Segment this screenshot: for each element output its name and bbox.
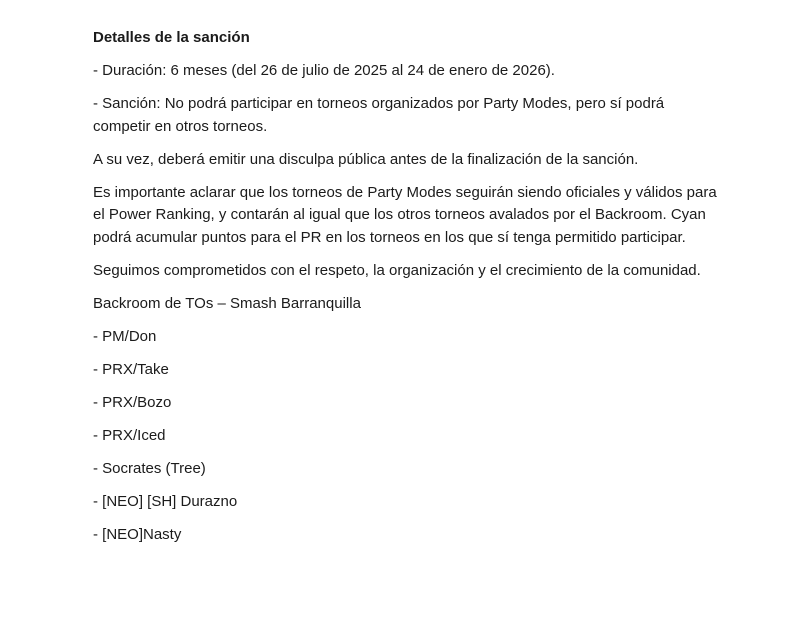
member-item: - PRX/Take bbox=[93, 360, 169, 378]
member-item: - [NEO]Nasty bbox=[93, 525, 182, 543]
clarification-paragraph: Es importante aclarar que los torneos de Party Modes seguirán siendo oficiales y válidos para el Power Ranking, y contarán al igual que los otros torneos avalados por el Backroom. Cyan podrá acumular puntos para el PR en los torneos en los que sí tenga permitido participar. bbox=[93, 183, 717, 246]
commitment-paragraph: Seguimos comprometidos con el respeto, la organización y el crecimiento de la comunidad. bbox=[93, 261, 701, 279]
member-item: - PRX/Bozo bbox=[93, 393, 172, 411]
member-item: - PM/Don bbox=[93, 327, 157, 345]
member-item: - [NEO] [SH] Durazno bbox=[93, 492, 238, 510]
duration-line: - Duración: 6 meses (del 26 de julio de 2025 al 24 de enero de 2026). bbox=[93, 62, 555, 79]
apology-paragraph: A su vez, deberá emitir una disculpa pública antes de la finalización de la sanción. bbox=[93, 150, 639, 168]
document-body bbox=[93, 27, 723, 557]
signature-line: Backroom de TOs – Smash Barranquilla bbox=[93, 294, 361, 312]
section-heading: Detalles de la sanción bbox=[93, 29, 250, 46]
sanction-line: - Sanción: No podrá participar en torneos organizados por Party Modes, pero sí podrá competir en otros torneos. bbox=[93, 95, 665, 135]
member-item: - Socrates (Tree) bbox=[93, 459, 206, 477]
member-item: - PRX/Iced bbox=[93, 426, 166, 444]
